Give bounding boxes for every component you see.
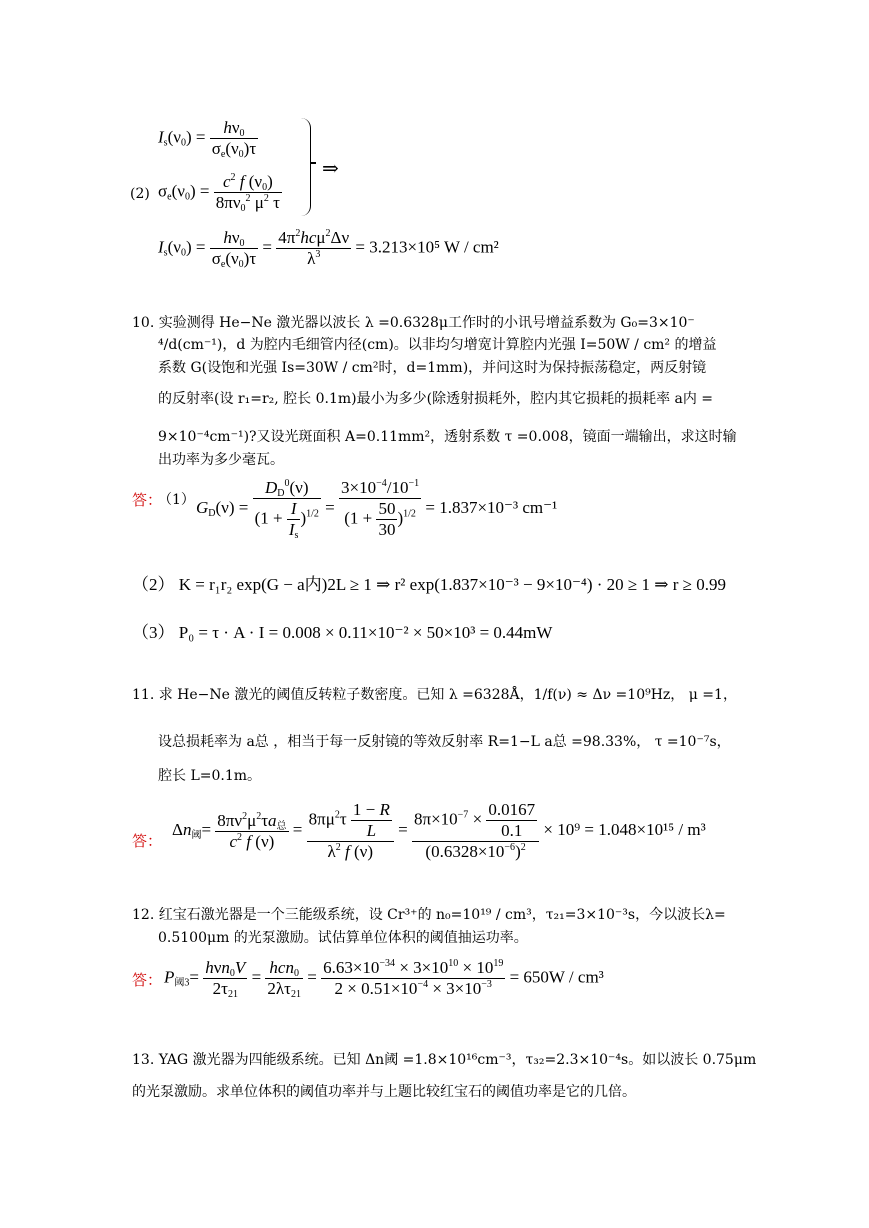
- q11-result: × 10⁹ = 1.048×10¹⁵ / m³: [543, 819, 706, 839]
- item-label-2: (2): [130, 186, 150, 202]
- q12-result: = 650W / cm³: [509, 967, 604, 987]
- q10-line-5: 9×10⁻⁴cm⁻¹)?又设光斑面积 A=0.11mm²，透射系数 τ =0.008，镜面一端输出，求这时输: [158, 429, 737, 445]
- q10-answer-1: $G_D(\nu)$ = $D_D^0(\nu)$ (1 + $\frac{I}{I_s}$ )$^{1/2}$ = $3\times 10^{-4}/10^{-1}$ (1 + $\frac{50}{30}$ )$^{1/2}$ = 1.837×10⁻³ cm⁻¹: [196, 478, 558, 541]
- q10-a1-prefix: （1）: [158, 492, 195, 508]
- q11-line-2: 设总损耗率为 a总 ，相当于每一反射镜的等效反射率 R=1−L a总 =98.33%， τ =10⁻⁷s，: [158, 734, 731, 750]
- is-result-value: = 3.213×10⁵ W / cm²: [355, 237, 499, 257]
- q10-line-2: ⁴/d(cm⁻¹)，d 为腔内毛细管内径(cm)。以非均匀增宽计算腔内光强 I=50W / cm² 的增益: [158, 337, 717, 353]
- formula-sigma: $\sigma_e(\nu_0)$ = $\frac{c^2 f (\nu_0)}{8\pi\nu_0^2 \mu^2 \tau}$: [158, 172, 280, 214]
- q10-answer-2: （2） K = r₁r₂ exp(G − a内)2L ≥ 1 ⇒ r² exp(1.837×10⁻³ − 9×10⁻⁴) · 20 ≥ 1 ⇒ r ≥ 0.99: [132, 575, 726, 594]
- brace-tip: [310, 162, 316, 164]
- q13-line-2: 的光泵激励。求单位体积的阈值功率并与上题比较红宝石的阈值功率是它的几倍。: [132, 1084, 636, 1100]
- right-brace: [300, 118, 311, 216]
- q11-line-1: 11. 求 He−Ne 激光的阈值反转粒子数密度。已知 λ =6328Å，1/f(ν) ≈ Δν =10⁹Hz， μ =1，: [132, 687, 737, 703]
- q10-answer-3: （3） P₀ = τ · A · I = 0.008 × 0.11×10⁻² × 50×10³ = 0.44mW: [132, 623, 553, 642]
- q12-answer: $P_{阈3}=$ $\frac{h\nu n_0V}{2\tau_{21}}$ = $\frac{hcn_0}{2\lambda\tau_{21}}$ = $\frac{6.63\times 10^{-34} \times 3\times 10^{10} \times 10^{19}}{2 \times 0.51\times 10^{-4} \times 3\times 10^{-3}}$ = 650W / cm³: [164, 958, 604, 1000]
- q13-line-1: 13. YAG 激光器为四能级系统。已知 Δn阈 =1.8×10¹⁶cm⁻³，τ₃₂=2.3×10⁻⁴s。如以波长 0.75μm: [132, 1052, 757, 1068]
- q12-answer-label: 答：: [132, 971, 163, 989]
- q12-line-1: 12. 红宝石激光器是一个三能级系统，设 Cr³⁺的 n₀=10¹⁹ / cm³，τ₂₁=3×10⁻³s，今以波长λ=: [132, 907, 726, 923]
- q12-line-2: 0.5100μm 的光泵激励。试估算单位体积的阈值抽运功率。: [158, 930, 528, 946]
- q10-a1-result: = 1.837×10⁻³ cm⁻¹: [425, 497, 558, 517]
- q11-answer: $\Delta n_阈=$ $\frac{8\pi\nu^2\mu^2\tau a_总}{c^2 f (\nu)}$ = $8\pi\mu^2\tau$ $\frac{1 - R}{L}$ $\lambda^2$ f (ν) = $8\pi\times 10^{-7}$ × $\frac{0.0167}{0.1}$ $(0.6328\times 10^{-6})^2$ × 10⁹ = 1.048×10¹⁵ / m³: [172, 800, 706, 861]
- formula-is-result: $I_s(\nu_0)$ = $\frac{h\nu_0}{\sigma_e(\nu_0)\tau}$ = $\frac{4\pi^2hc\mu^2\Delta\nu}{\lambda^3}$ = 3.213×10⁵ W / cm²: [158, 228, 499, 270]
- q11-answer-label: 答：: [132, 832, 163, 850]
- q10-line-3: 系数 G(设饱和光强 Is=30W / cm²时，d=1mm)，并问这时为保持振荡稳定，两反射镜: [158, 360, 707, 376]
- q10-answer-label: 答：: [132, 491, 163, 509]
- implies-symbol: ⇒: [322, 158, 339, 180]
- formula-is: $I_s(\nu_0)$ = $\frac{h\nu_0}{\sigma_e(\nu_0)\tau}$: [158, 118, 257, 160]
- q10-line-4: 的反射率(设 r₁=r₂, 腔长 0.1m)最小为多少(除透射损耗外，腔内其它损耗的损耗率 a内 =: [158, 391, 714, 407]
- q10-line-1: 10. 实验测得 He−Ne 激光器以波长 λ =0.6328μ工作时的小讯号增益系数为 G₀=3×10⁻: [132, 315, 695, 331]
- q10-line-6: 出功率为多少毫瓦。: [158, 452, 284, 468]
- q11-line-3: 腔长 L=0.1m。: [158, 768, 262, 784]
